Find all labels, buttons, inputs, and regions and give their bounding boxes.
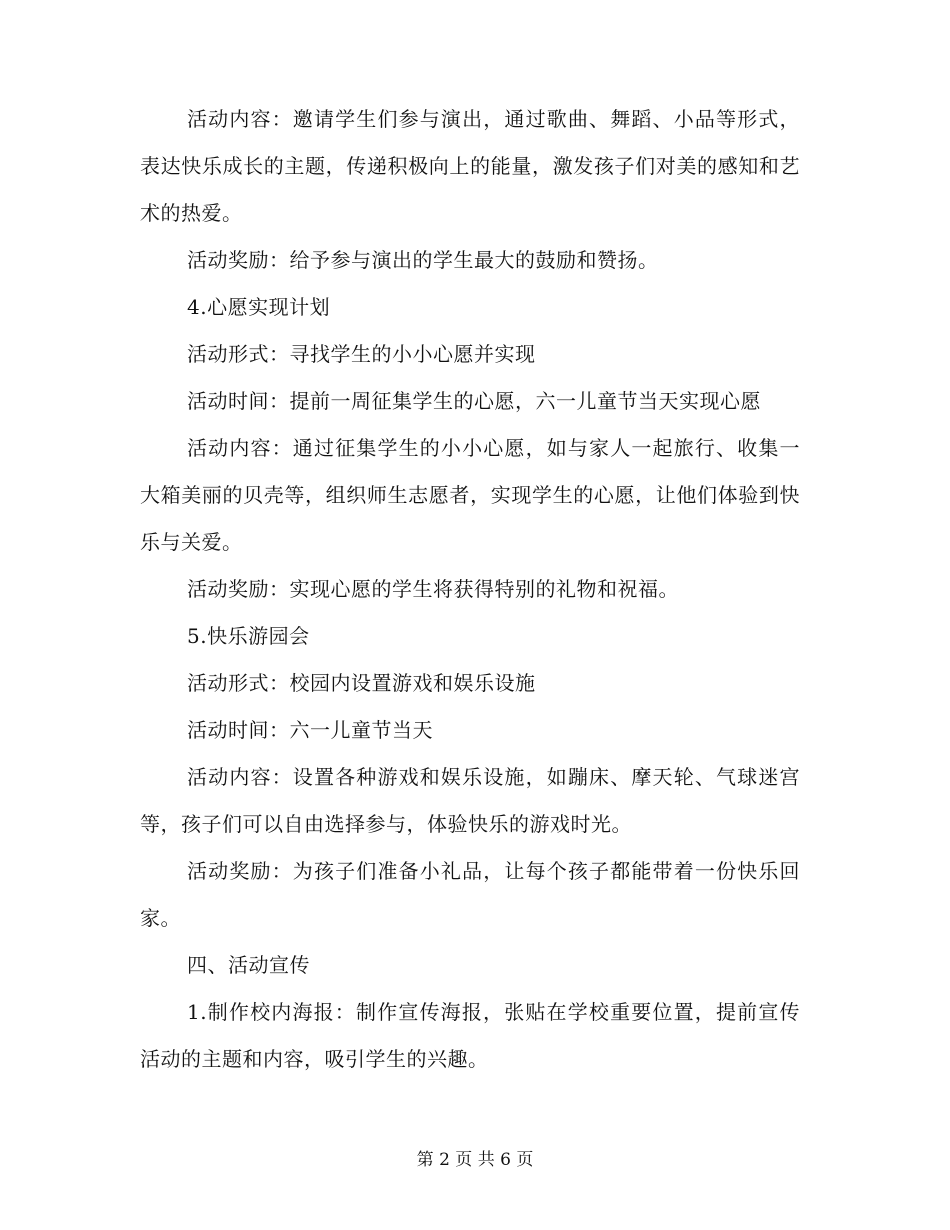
- paragraph-wish-form: 活动形式：寻找学生的小小心愿并实现: [187, 342, 536, 366]
- paragraph-performance-reward: 活动奖励：给予参与演出的学生最大的鼓励和赞扬。: [187, 248, 659, 272]
- heading-publicity: 四、活动宣传: [187, 953, 310, 977]
- paragraph-garden-reward: 活动奖励：为孩子们准备小礼品，让每个孩子都能带着一份快乐回家。: [140, 859, 800, 930]
- paragraph-garden-time: 活动时间：六一儿童节当天: [187, 718, 433, 742]
- document-body: [140, 96, 800, 1083]
- page-footer: 第 2 页 共 6 页: [416, 1150, 534, 1170]
- paragraph-poster: 1.制作校内海报：制作宣传海报，张贴在学校重要位置，提前宣传活动的主题和内容，吸引学生的兴趣。: [140, 1000, 800, 1071]
- heading-wish-plan: 4.心愿实现计划: [187, 295, 331, 319]
- paragraph-wish-reward: 活动奖励：实现心愿的学生将获得特别的礼物和祝福。: [187, 577, 679, 601]
- paragraph-performance-content: 活动内容：邀请学生们参与演出，通过歌曲、舞蹈、小品等形式，表达快乐成长的主题，传递积极向上的能量，激发孩子们对美的感知和艺术的热爱。: [140, 107, 800, 225]
- paragraph-wish-time: 活动时间：提前一周征集学生的心愿，六一儿童节当天实现心愿: [187, 389, 761, 413]
- paragraph-garden-content: 活动内容：设置各种游戏和娱乐设施，如蹦床、摩天轮、气球迷宫等，孩子们可以自由选择参与，体验快乐的游戏时光。: [140, 765, 800, 836]
- paragraph-garden-form: 活动形式：校园内设置游戏和娱乐设施: [187, 671, 536, 695]
- paragraph-wish-content: 活动内容：通过征集学生的小小心愿，如与家人一起旅行、收集一大箱美丽的贝壳等，组织师生志愿者，实现学生的心愿，让他们体验到快乐与关爱。: [140, 436, 800, 554]
- heading-garden-party: 5.快乐游园会: [187, 624, 310, 648]
